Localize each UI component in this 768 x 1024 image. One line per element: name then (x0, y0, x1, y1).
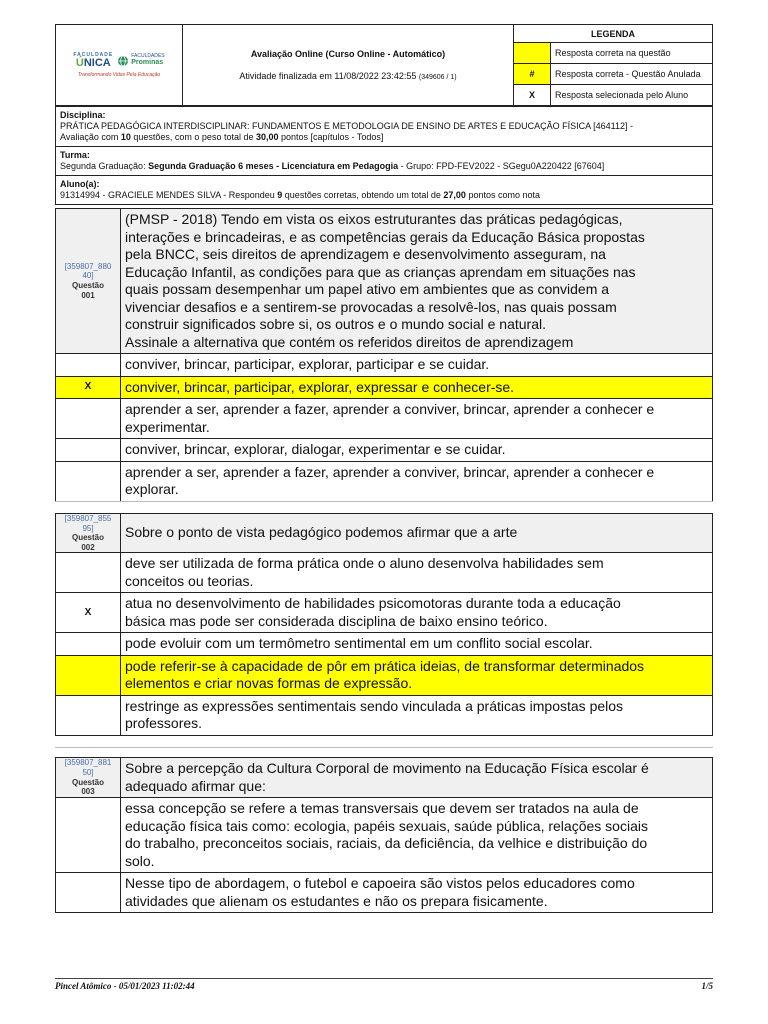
turma-label: Turma: (60, 149, 90, 160)
question-label: Questão (71, 777, 104, 787)
question-002 (55, 513, 713, 736)
evaluation-info (55, 106, 713, 205)
legend-text-correct: Resposta correta na questão (551, 43, 713, 64)
logo-brand-accent: Ú (75, 56, 84, 69)
aluno-cell (56, 175, 713, 204)
answer-option (56, 376, 713, 399)
disciplina-name: PRÁTICA PEDAGÓGICA INTERDISCIPLINAR: FUNDAMENTOS E METODOLOGIA DE ENSINO DE ARTES E EDUCAÇÃO FÍSICA [464112] - (60, 120, 633, 131)
answer-option (56, 798, 713, 873)
disciplina-label: Disciplina: (60, 110, 106, 120)
legend-text-annulled: Resposta correta - Questão Anulada (551, 64, 713, 85)
answer-option (56, 439, 713, 462)
legend-text-selected: Resposta selecionada pelo Aluno (551, 85, 713, 106)
question-number: 001 (81, 290, 95, 300)
question-id (56, 514, 121, 553)
answer-text: atua no desenvolvimento de habilidades psicomotoras durante toda a educação básica mas pode ser considerada disciplina de baixo ensino teórico. (121, 593, 713, 633)
selection-mark (56, 461, 121, 501)
prominas-globe-icon (117, 55, 129, 67)
answer-text: restringe as expressões sentimentais sendo vinculada a práticas impostas pelos professores. (121, 695, 713, 735)
question-label: Questão (71, 533, 104, 543)
question-code: [359807_855 (64, 514, 112, 523)
question-statement: Sobre o ponto de vista pedagógico podemos afirmar que a arte (121, 514, 713, 553)
question-statement: Sobre a percepção da Cultura Corporal de movimento na Educação Física escolar é adequado afirmar que: (121, 758, 713, 798)
question-id (56, 209, 121, 354)
question-id (56, 758, 121, 798)
disciplina-cell (56, 107, 713, 147)
legend-title: LEGENDA (514, 25, 713, 43)
aluno-value: 91314994 - GRACIELE MENDES SILVA - Respondeu 9 questões corretas, obtendo um total de 27,00 pontos como nota (60, 189, 540, 200)
selection-mark (56, 399, 121, 439)
answer-option (56, 655, 713, 695)
question-label: Questão (71, 281, 104, 290)
selection-mark (56, 439, 121, 462)
answer-option (56, 461, 713, 501)
aluno-label: Aluno(a): (60, 178, 100, 189)
legend-symbol-correct (514, 43, 551, 64)
correct-answer-text: conviver, brincar, participar, explorar, expressar e conhecer-se. (121, 376, 713, 399)
logo-brand-text: NICA (83, 56, 111, 69)
evaluation-header (55, 24, 713, 106)
selection-mark (56, 873, 121, 913)
finished-code: (349606 / 1) (418, 74, 457, 81)
question-003 (55, 757, 713, 913)
answer-option (56, 695, 713, 735)
question-number: 003 (81, 787, 95, 797)
evaluation-title-cell (183, 25, 514, 106)
turma-cell (56, 146, 713, 175)
footer-divider (55, 978, 713, 979)
selection-mark (56, 695, 121, 735)
question-number: 002 (81, 542, 95, 552)
selection-mark: X (56, 376, 121, 399)
question-code: 95] (82, 523, 94, 533)
separator (55, 501, 713, 502)
question-code: 40] (82, 271, 94, 281)
question-statement: (PMSP - 2018) Tendo em vista os eixos estruturantes das práticas pedagógicas, interações e brincadeiras, e as competências gerais da Educação Básica propostas pela BNCC, seis direitos de aprendizagem e desenvolvimento asseguram, na Educação Infantil, as condições para que as crianças aprendam em situações nas quais possam desempenhar um papel ativo em ambientes que as convidem a vivenciar desafios e a sentirem-se provocadas a resolvê-los, nas quais possam construir significados sobre si, os outros e o mundo social e natural. Assinale a alternativa que contém os referidos direitos de aprendizagem (121, 209, 713, 354)
answer-option (56, 354, 713, 377)
answer-option (56, 399, 713, 439)
legend-symbol-annulled: # (514, 64, 551, 85)
correct-answer-text: pode referir-se à capacidade de pôr em prática ideias, de transformar determinados elementos e criar novas formas de expressão. (121, 655, 713, 695)
selection-mark (56, 354, 121, 377)
legend-symbol-selected: X (514, 85, 551, 106)
answer-text: Nesse tipo de abordagem, o futebol e capoeira são vistos pelos educadores como atividades que alienam os estudantes e não os prepara fisicamente. (121, 873, 713, 913)
logo-prominas-text: Prominas (131, 59, 164, 67)
logo-faculdades-text: FACULDADES (131, 52, 165, 59)
evaluation-title: Avaliação Online (Curso Online - Automático) (250, 49, 446, 59)
answer-option (56, 873, 713, 913)
answer-option (56, 633, 713, 656)
institution-logo (56, 25, 183, 106)
selection-mark (56, 633, 121, 656)
question-code: [359807_881 (64, 758, 112, 768)
disciplina-summary: Avaliação com 10 questões, com o peso total de 30,00 pontos [capítulos - Todos] (60, 131, 384, 142)
question-001 (55, 208, 713, 502)
turma-value: Segunda Graduação: Segunda Graduação 6 meses - Licenciatura em Pedagogia - Grupo: FPD-FEV2022 - SGegu0A220422 [67604] (60, 160, 605, 171)
selection-mark: X (56, 593, 121, 633)
answer-text: conviver, brincar, participar, explorar, participar e se cuidar. (121, 354, 713, 377)
selection-mark (56, 798, 121, 873)
separator (55, 747, 713, 748)
selection-mark (56, 655, 121, 695)
footer-timestamp: Pincel Atômico - 05/01/2023 11:02:44 (55, 981, 195, 991)
logo-slogan: Transformando Vidas Pela Educação (77, 71, 161, 78)
question-code: 50] (82, 767, 94, 777)
answer-option (56, 593, 713, 633)
answer-option (56, 553, 713, 593)
answer-text: deve ser utilizada de forma prática onde o aluno desenvolva habilidades sem conceitos ou teorias. (121, 553, 713, 593)
selection-mark (56, 553, 121, 593)
question-code: [359807_880 (64, 261, 112, 271)
answer-text: conviver, brincar, explorar, dialogar, experimentar e se cuidar. (121, 439, 713, 462)
finished-at: Atividade finalizada em 11/08/2022 23:42:55 (349606 / 1) (239, 71, 457, 81)
logo-faculdade-text: FACULDADE (73, 51, 114, 58)
answer-text: essa concepção se refere a temas transversais que devem ser tratados na aula de educação física tais como: ecologia, papéis sexuais, saúde pública, relações sociais do trabalho, preconceitos sociais, raciais, da deficiência, da velhice e distribuição do solo. (121, 798, 713, 873)
page-number: 1/5 (701, 981, 713, 991)
answer-text: aprender a ser, aprender a fazer, aprender a conviver, brincar, aprender a conhecer e experimentar. (121, 399, 713, 439)
answer-text: pode evoluir com um termômetro sentimental em um conflito social escolar. (121, 633, 713, 656)
answer-text: aprender a ser, aprender a fazer, aprender a conviver, brincar, aprender a conhecer e explorar. (121, 461, 713, 501)
